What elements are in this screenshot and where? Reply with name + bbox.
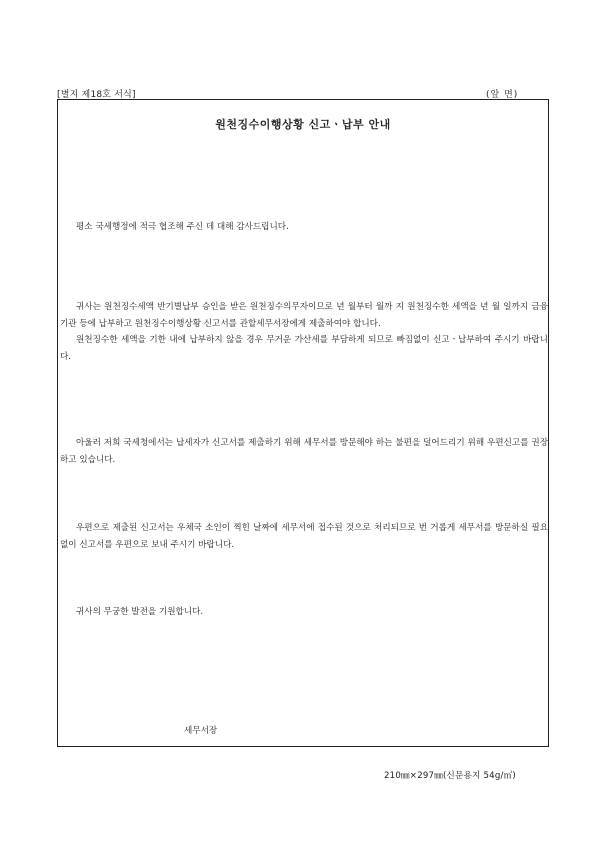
filing-notice-paragraph xyxy=(60,299,548,365)
penalty-notice-text: 원천징수한 세액을 기한 내에 납부하지 않을 경우 무거운 가산세를 부담하게 되므로 빠짐없이 신고ㆍ납부하여 주시기 바랍니다. xyxy=(60,335,548,362)
form-number-label: [별지 제18호 서식] xyxy=(57,90,136,100)
mail-filing-paragraph xyxy=(60,435,548,468)
mail-processing-text: 우편으로 제출된 신고서는 우체국 소인이 찍힌 날짜에 세무서에 접수된 것으로 처리되므로 번 거롭게 세무서를 방문하실 필요 없이 신고서를 우편으로 보내 주시기 바랍니다. xyxy=(60,523,548,550)
mail-processing-paragraph xyxy=(60,520,548,553)
greeting-paragraph xyxy=(60,219,548,236)
mail-filing-text: 아울러 저희 국세청에서는 납세자가 신고서를 제출하기 위해 세무서를 방문해야 하는 불편을 덜어드리기 위해 우편신고를 권장하고 있습니다. xyxy=(60,438,548,465)
filing-notice-text: 귀사는 원천징수세액 반기별납부 승인을 받은 원천징수의무자이므로 년 월부터 월까 지 원천징수한 세액을 년 월 일까지 금융기관 등에 납부하고 원천징수이행상황 신고서를 관할세무서장에게 제출하여야 합니다. xyxy=(60,302,548,329)
document-frame xyxy=(57,99,549,747)
greeting-text: 평소 국세행정에 적극 협조해 주신 데 대해 감사드립니다. xyxy=(76,222,289,232)
closing-text: 귀사의 무궁한 발전을 기원합니다. xyxy=(76,607,204,617)
page-side-label: (앞 면) xyxy=(486,90,519,100)
signature-text: 세무서장 xyxy=(184,726,218,736)
paper-spec-label: 210㎜×297㎜(신문용지 54g/㎡) xyxy=(384,771,516,781)
closing-paragraph xyxy=(60,604,548,621)
document-title: 원천징수이행상황 신고ㆍ납부 안내 xyxy=(215,118,391,131)
